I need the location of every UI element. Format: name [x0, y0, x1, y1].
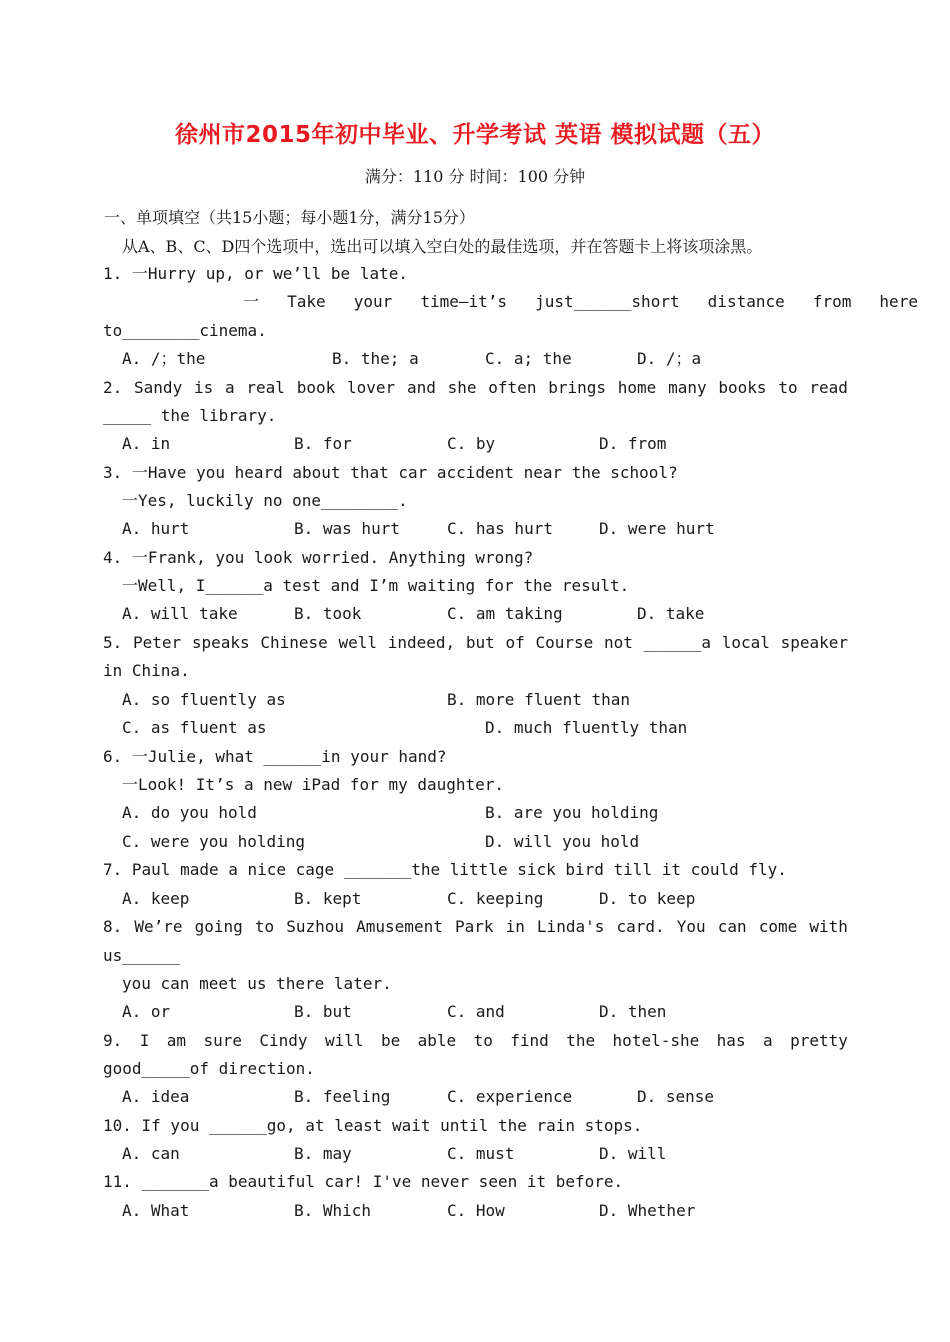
exam-subtitle: 满分：110 分 时间：100 分钟	[364, 167, 586, 186]
q10-option-c: C. must	[447, 1144, 515, 1163]
word: local	[721, 633, 770, 652]
word: in	[505, 917, 525, 936]
q3-option-d: D. were hurt	[599, 519, 715, 538]
word: and	[406, 378, 436, 397]
q9-option-b: B. feeling	[294, 1087, 391, 1106]
word: Park	[454, 917, 494, 936]
word: to	[254, 917, 275, 936]
q5-stem	[103, 633, 848, 653]
q7-option-d: D. to keep	[599, 889, 696, 908]
word: come	[758, 917, 798, 936]
word: be	[380, 1031, 401, 1050]
q5-option-c: C. as fluent as	[122, 718, 267, 737]
word: hotel-she	[612, 1031, 700, 1050]
word: of	[505, 633, 525, 652]
word: book	[296, 378, 336, 397]
word: Suzhou	[286, 917, 345, 936]
word: Amusement	[356, 917, 443, 936]
q4-option-d: D. take	[637, 604, 705, 623]
q1-option-c: C. a; the	[485, 349, 572, 368]
q3-option-c: C. has hurt	[447, 519, 553, 538]
section-heading: 一、单项填空（共15小题；每小题1分，满分15分）	[104, 208, 475, 227]
q2-option-a: A. in	[122, 434, 171, 453]
word: I	[139, 1031, 150, 1050]
exam-title: 徐州市2015年初中毕业、升学考试 英语 模拟试题（五）	[174, 122, 776, 148]
word: distance	[707, 292, 785, 311]
q6-stem: 6. 一Julie, what ______in your hand?	[103, 747, 447, 766]
word: to	[778, 378, 798, 397]
word: Linda's	[536, 917, 605, 936]
q3-option-a: A. hurt	[122, 519, 190, 538]
word: am	[166, 1031, 187, 1050]
word: card.	[616, 917, 665, 936]
q5-option-a: A. so fluently as	[122, 690, 286, 709]
q8-stem-line2: us______	[103, 946, 181, 965]
q2-stem	[103, 378, 848, 398]
q6-option-d: D. will you hold	[485, 832, 640, 851]
word: Course	[535, 633, 594, 652]
q2-option-c: C. by	[447, 434, 496, 453]
word: a	[763, 1031, 773, 1050]
word: is	[193, 378, 214, 397]
q3-option-b: B. was hurt	[294, 519, 400, 538]
q7-option-b: B. kept	[294, 889, 362, 908]
q11-option-a: A. What	[122, 1201, 190, 1220]
q3-stem: 3. 一Have you heard about that car accident near the school?	[103, 463, 678, 482]
q8-option-a: A. or	[122, 1002, 171, 1021]
word: just______short	[535, 292, 680, 311]
word: read	[809, 378, 848, 397]
word: indeed,	[387, 633, 456, 652]
q11-stem: 11. _______a beautiful car! I've never seen it before.	[103, 1172, 624, 1191]
q3-stem-line2: 一Yes, luckily no one________.	[122, 491, 408, 510]
q1-stem: 1. 一Hurry up, or we’ll be late.	[103, 264, 408, 283]
word: a	[225, 378, 235, 397]
q10-stem: 10. If you ______go, at least wait until the rain stops.	[103, 1116, 643, 1135]
word: often	[488, 378, 537, 397]
q6-option-a: A. do you hold	[122, 803, 257, 822]
q5-stem-line2: in China.	[103, 661, 190, 680]
q1-stem-line2	[173, 292, 918, 312]
q5-option-b: B. more fluent than	[447, 690, 631, 709]
word: lover	[347, 378, 396, 397]
word: real	[246, 378, 285, 397]
q2-stem-line2: _____ the library.	[103, 406, 277, 425]
q11-option-c: C. How	[447, 1201, 505, 1220]
q9-option-d: D. sense	[637, 1087, 715, 1106]
q2-option-b: B. for	[294, 434, 352, 453]
q9-option-c: C. experience	[447, 1087, 573, 1106]
word: 一	[243, 292, 260, 311]
word: she	[447, 378, 477, 397]
q10-option-a: A. can	[122, 1144, 180, 1163]
word: We’re	[134, 917, 183, 936]
word: 8.	[103, 917, 123, 936]
q7-option-c: C. keeping	[447, 889, 544, 908]
word: You	[676, 917, 706, 936]
q6-option-b: B. are you holding	[485, 803, 659, 822]
word: Chinese	[260, 633, 328, 652]
q8-option-c: C. and	[447, 1002, 505, 1021]
q8-option-b: B. but	[294, 1002, 352, 1021]
q1-option-b: B. the; a	[332, 349, 419, 368]
q8-stem	[103, 917, 848, 937]
q1-option-a: A. /；the	[122, 349, 206, 368]
q4-stem-line2: 一Well, I______a test and I’m waiting for the result.	[122, 576, 630, 595]
word: able	[417, 1031, 457, 1050]
word: Take	[287, 292, 326, 311]
q8-option-d: D. then	[599, 1002, 667, 1021]
word: speaker	[780, 633, 848, 652]
word: time—it’s	[420, 292, 508, 311]
q9-option-a: A. idea	[122, 1087, 190, 1106]
word: your	[353, 292, 393, 311]
q8-stem-line3: you can meet us there later.	[122, 974, 392, 993]
q10-option-d: D. will	[599, 1144, 667, 1163]
q9-stem	[103, 1031, 848, 1051]
word: speaks	[191, 633, 250, 652]
word: find	[510, 1031, 549, 1050]
word: pretty	[790, 1031, 848, 1050]
word: going	[194, 917, 243, 936]
word: but	[465, 633, 495, 652]
word: with	[809, 917, 848, 936]
q4-option-a: A. will take	[122, 604, 238, 623]
q4-option-c: C. am taking	[447, 604, 563, 623]
q7-option-a: A. keep	[122, 889, 190, 908]
q11-option-d: D. Whether	[599, 1201, 696, 1220]
q4-option-b: B. took	[294, 604, 362, 623]
q4-stem: 4. 一Frank, you look worried. Anything wrong?	[103, 548, 534, 567]
word: the	[566, 1031, 596, 1050]
word: here	[879, 292, 918, 311]
q1-option-d: D. /；a	[637, 349, 702, 368]
q6-stem-line2: 一Look! It’s a new iPad for my daughter.	[122, 775, 505, 794]
q10-option-b: B. may	[294, 1144, 352, 1163]
word: many	[668, 378, 707, 397]
word: Sandy	[134, 378, 183, 397]
word: Cindy	[259, 1031, 308, 1050]
word: sure	[203, 1031, 242, 1050]
q1-stem-line3: to________cinema.	[103, 321, 267, 340]
section-instruction: 从A、B、C、D四个选项中，选出可以填入空白处的最佳选项，并在答题卡上将该项涂黑。	[122, 237, 763, 256]
q5-option-d: D. much fluently than	[485, 718, 688, 737]
word: brings	[548, 378, 607, 397]
word: well	[338, 633, 378, 652]
q7-stem: 7. Paul made a nice cage _______the little sick bird till it could fly.	[103, 860, 787, 879]
word: will	[324, 1031, 364, 1050]
word: home	[617, 378, 657, 397]
word: 9.	[103, 1031, 123, 1050]
word: books	[718, 378, 767, 397]
q2-option-d: D. from	[599, 434, 667, 453]
word: to	[473, 1031, 493, 1050]
word: not	[603, 633, 633, 652]
q11-option-b: B. Which	[294, 1201, 372, 1220]
word: ______a	[643, 633, 711, 652]
word: from	[812, 292, 852, 311]
word: 5.	[103, 633, 123, 652]
q6-option-c: C. were you holding	[122, 832, 306, 851]
word: has	[716, 1031, 746, 1050]
word: can	[717, 917, 747, 936]
q9-stem-line2: good_____of direction.	[103, 1059, 315, 1078]
word: 2.	[103, 378, 123, 397]
word: Peter	[132, 633, 182, 652]
